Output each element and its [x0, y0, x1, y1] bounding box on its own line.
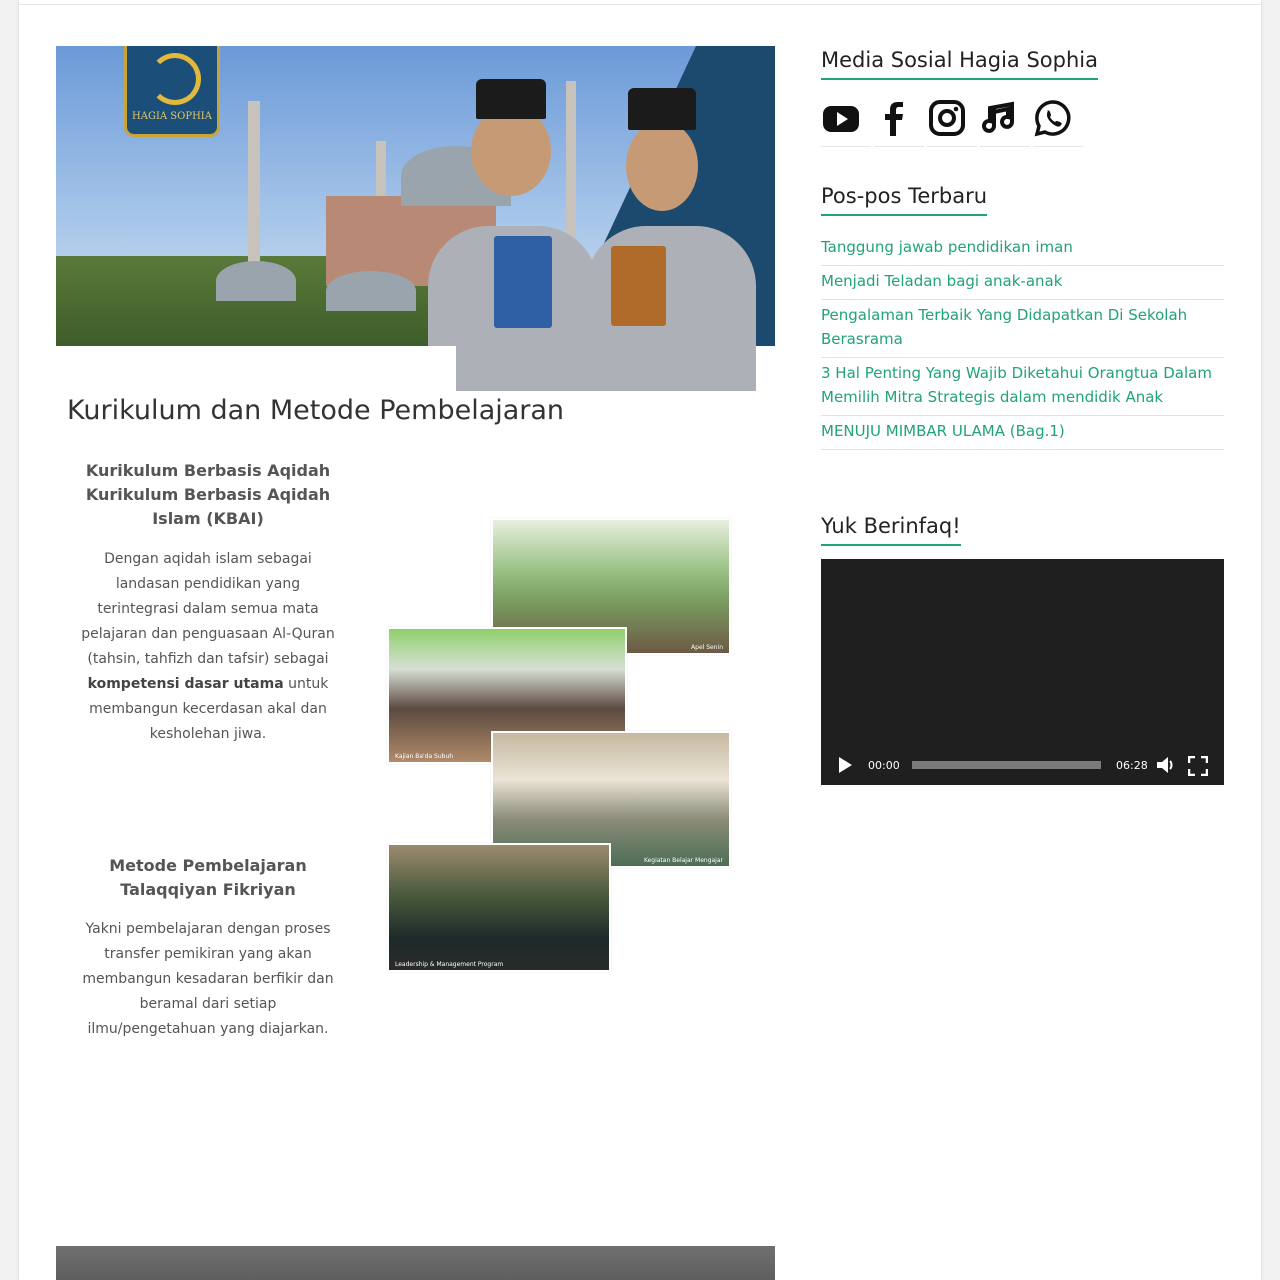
peci-cap [476, 79, 546, 119]
school-logo [124, 46, 220, 137]
photo-caption: Apel Senin [691, 644, 723, 651]
facebook-icon[interactable] [874, 94, 924, 147]
list-item [821, 266, 1224, 300]
tiktok-icon[interactable] [980, 94, 1030, 147]
section-title: Kurikulum dan Metode Pembelajaran [67, 395, 565, 426]
list-item [821, 358, 1224, 416]
whatsapp-icon[interactable] [1033, 94, 1083, 147]
fullscreen-icon[interactable] [1188, 756, 1208, 776]
feature-title: Metode Pembelajaran Talaqqiyan Fikriyan [109, 856, 307, 899]
list-item [821, 232, 1224, 266]
page-container [19, 0, 1261, 1280]
crescent-icon [149, 53, 201, 105]
quran-book [611, 246, 666, 326]
list-item [821, 416, 1224, 450]
minaret [248, 101, 260, 271]
mosque-dome [216, 261, 296, 301]
recent-posts-title: Pos-pos Terbaru [821, 184, 987, 216]
student-face [626, 121, 698, 211]
social-widget-title: Media Sosial Hagia Sophia [821, 48, 1098, 80]
post-link[interactable]: MENUJU MIMBAR ULAMA (Bag.1) [821, 422, 1065, 440]
instagram-icon[interactable] [927, 94, 977, 147]
photo-leadership [387, 843, 611, 972]
feature-text [74, 547, 342, 747]
logo-text: HAGIA SOPHIA [132, 111, 212, 122]
feature-text-bold: kompetensi dasar utama [87, 676, 284, 692]
photo-caption: Kegiatan Belajar Mengajar [643, 857, 723, 864]
peci-cap [628, 88, 696, 130]
mosque-dome [326, 271, 416, 311]
feature-text: Yakni pembelajaran dengan proses transfer pemikiran yang akan membangun kesadaran berfikir dan beramal dari setiap ilmu/pengetahuan yang diajarkan. [82, 921, 334, 1037]
youtube-icon[interactable] [821, 94, 871, 147]
social-icons [821, 94, 1091, 148]
volume-icon[interactable] [1156, 756, 1176, 774]
video-player[interactable] [821, 559, 1224, 785]
next-banner [56, 1246, 775, 1280]
feature-text-part: untuk membangun kecerdasan akal dan kesholehan jiwa. [89, 676, 329, 742]
video-controls [821, 745, 1224, 785]
recent-posts-list [821, 232, 1224, 450]
photo-caption: Leadership & Management Program [395, 961, 504, 968]
list-item [821, 300, 1224, 358]
current-time: 00:00 [868, 759, 900, 772]
hero-white-strip [56, 346, 456, 391]
infaq-widget-title: Yuk Berinfaq! [821, 514, 961, 546]
post-link[interactable]: Tanggung jawab pendidikan iman [821, 238, 1073, 256]
hero-banner [56, 46, 775, 391]
feature-title: Kurikulum Berbasis Aqidah Kurikulum Berbasis Aqidah Islam (KBAI) [85, 461, 331, 528]
play-icon[interactable] [839, 757, 852, 773]
post-link[interactable]: Menjadi Teladan bagi anak-anak [821, 272, 1063, 290]
post-link[interactable]: Pengalaman Terbaik Yang Didapatkan Di Sekolah Berasrama [821, 306, 1188, 348]
quran-book [494, 236, 552, 328]
video-progress-bar[interactable] [912, 761, 1101, 769]
header-divider [19, 4, 1261, 5]
photo-caption: Kajian Ba'da Subuh [395, 753, 454, 760]
student-face [471, 106, 551, 196]
post-link[interactable]: 3 Hal Penting Yang Wajib Diketahui Orangtua Dalam Memilih Mitra Strategis dalam mendidik Anak [821, 364, 1212, 406]
feature-text-part: Dengan aqidah islam sebagai landasan pendidikan yang terintegrasi dalam semua mata pelajaran dan penguasaan Al-Quran (tahsin, tahfizh dan tafsir) sebagai [81, 551, 335, 667]
duration: 06:28 [1116, 759, 1148, 772]
